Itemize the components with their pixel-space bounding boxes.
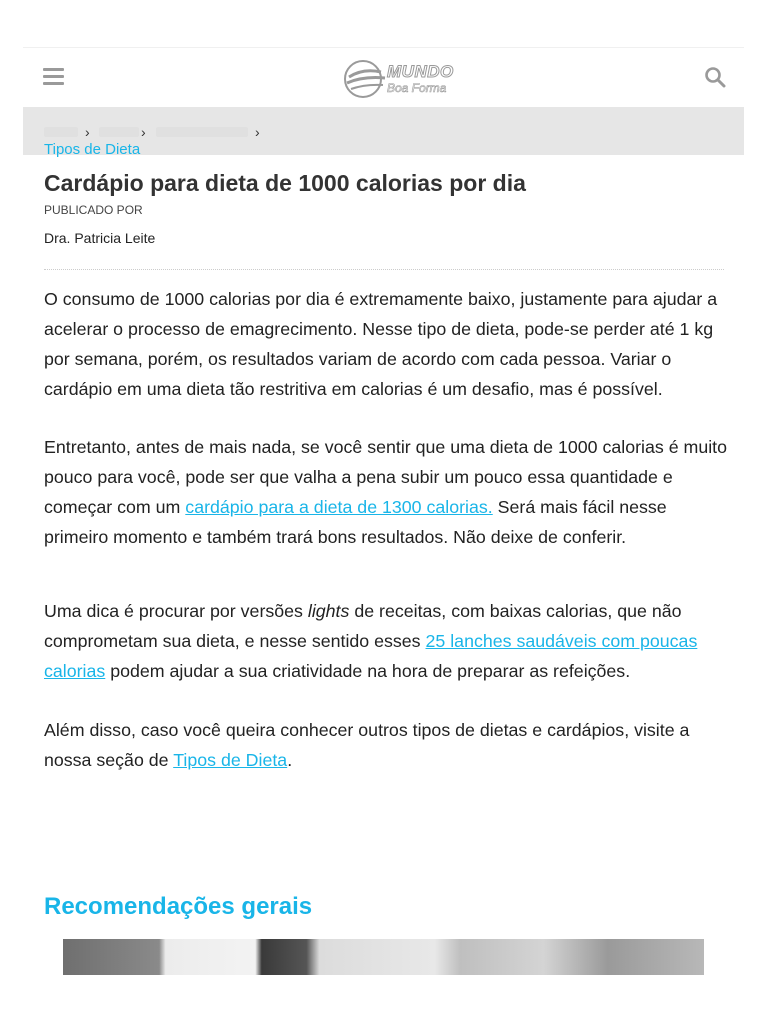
article-image — [63, 939, 704, 975]
paragraph-intro: O consumo de 1000 calorias por dia é extremamente baixo, justamente para ajudar a acelerar o processo de emagrecimento. Nesse tipo de dieta, pode-se perder até 1 kg por semana, porém, os resultados variam de acordo com cada pessoa. Variar o cardápio em uma dieta tão restritiva em calorias é um desafio, mas é possível. — [44, 289, 718, 399]
link-tipos-de-dieta[interactable]: Tipos de Dieta — [173, 750, 288, 770]
section-heading: Recomendações gerais — [44, 893, 313, 920]
site-header — [23, 47, 744, 108]
paragraph-text: de receitas, com baixas calorias, que não comprometam sua dieta, e nesse sentido esses — [44, 601, 682, 651]
site-logo[interactable] — [341, 58, 471, 100]
emphasis-lights: lights — [307, 601, 350, 621]
paragraph-1300-calorias — [44, 432, 729, 552]
paragraph-lights — [44, 596, 729, 686]
logo-text-sub: Boa Forma — [387, 81, 447, 95]
paragraph-text: Além disso, caso você queira conhecer outros tipos de dietas e cardápios, visite a nossa seção de — [44, 720, 690, 770]
hamburger-menu-icon[interactable] — [43, 68, 64, 85]
logo-text-main: MUNDO — [387, 62, 454, 81]
breadcrumb-item-home[interactable] — [44, 127, 78, 137]
breadcrumb-separator: › — [85, 124, 90, 140]
paragraph-tipos-de-dieta — [44, 715, 729, 775]
breadcrumb-item-subcategory[interactable] — [156, 127, 248, 137]
breadcrumb-separator: › — [141, 124, 146, 140]
byline-label: PUBLICADO POR — [44, 203, 143, 217]
link-dieta-1300-calorias[interactable]: cardápio para a dieta de 1300 calorias. — [185, 497, 493, 517]
search-icon[interactable] — [704, 66, 726, 88]
breadcrumb-separator: › — [255, 124, 260, 140]
page-title: Cardápio para dieta de 1000 calorias por dia — [44, 170, 526, 196]
divider — [44, 269, 724, 270]
article-body — [44, 284, 729, 775]
paragraph-text: . — [287, 750, 293, 770]
author-name[interactable]: Dra. Patricia Leite — [44, 230, 156, 246]
paragraph-text: Uma dica é procurar por versões — [44, 601, 308, 621]
breadcrumb-item-category[interactable] — [99, 127, 139, 137]
paragraph-text: podem ajudar a sua criatividade na hora de preparar as refeições. — [105, 661, 631, 681]
paragraph-text: Será mais fácil nesse primeiro momento e também trará bons resultados. Não deixe de conferir. — [44, 497, 667, 547]
breadcrumb-item-tipos-de-dieta[interactable]: Tipos de Dieta — [44, 141, 141, 158]
globe-logo-icon — [341, 58, 387, 100]
paragraph-text: Entretanto, antes de mais nada, se você sentir que uma dieta de 1000 calorias é muito pouco para você, pode ser que valha a pena subir um pouco essa quantidade e começar com um — [44, 437, 728, 517]
link-25-lanches[interactable]: 25 lanches saudáveis com poucas calorias — [44, 631, 698, 681]
